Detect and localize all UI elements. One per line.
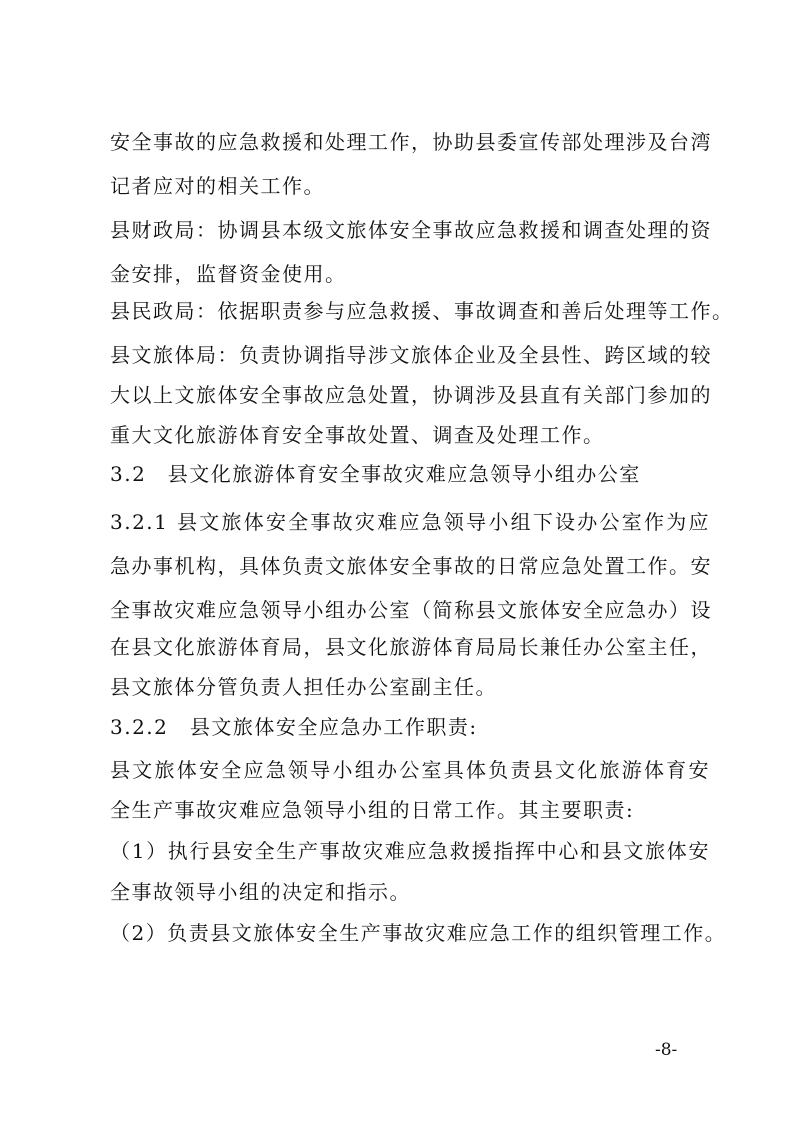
subsection-heading: 3.2.2 县文旅体安全应急办工作职责: xyxy=(110,715,478,739)
section-heading: 3.2 县文化旅游体育安全事故灾难应急领导小组办公室 xyxy=(110,462,641,486)
body-text-line: 县文旅体分管负责人担任办公室副主任。 xyxy=(110,675,497,699)
body-text-line: 县文旅体局：负责协调指导涉文旅体企业及全县性、跨区域的较 xyxy=(110,343,712,367)
body-text-line: 记者应对的相关工作。 xyxy=(110,174,325,198)
body-text-line: 安全事故的应急救援和处理工作，协助县委宣传部处理涉及台湾 xyxy=(110,130,712,154)
body-text-line: 全事故领导小组的决定和指示。 xyxy=(110,880,411,904)
body-text-line: 重大文化旅游体育安全事故处置、调查及处理工作。 xyxy=(110,423,605,447)
body-text-line: 全事故灾难应急领导小组办公室（简称县文旅体安全应急办）设 xyxy=(110,598,712,622)
subsection-heading: 3.2.1 县文旅体安全事故灾难应急领导小组下设办公室作为应 xyxy=(110,510,710,534)
body-text-line: 在县文化旅游体育局，县文化旅游体育局局长兼任办公室主任， xyxy=(110,635,712,659)
body-text-line: 县民政局：依据职责参与应急救援、事故调查和善后处理等工作。 xyxy=(110,299,734,323)
body-text-line: 全生产事故灾难应急领导小组的日常工作。其主要职责: xyxy=(110,798,635,822)
body-text-line: 县财政局：协调县本级文旅体安全事故应急救援和调查处理的资 xyxy=(110,218,712,242)
page-number: -8- xyxy=(655,1040,678,1060)
body-text-line: 县文旅体安全应急领导小组办公室具体负责县文化旅游体育安 xyxy=(110,758,710,782)
body-text-line: 急办事机构，具体负责文旅体安全事故的日常应急处置工作。安 xyxy=(110,554,712,578)
body-text-line: 金安排，监督资金使用。 xyxy=(110,262,347,286)
list-item: （2）负责县文旅体安全生产事故灾难应急工作的组织管理工作。 xyxy=(110,921,727,945)
body-text-line: 大以上文旅体安全事故应急处置，协调涉及县直有关部门参加的 xyxy=(110,383,712,407)
list-item: （1）执行县安全生产事故灾难应急救援指挥中心和县文旅体安 xyxy=(110,839,710,863)
